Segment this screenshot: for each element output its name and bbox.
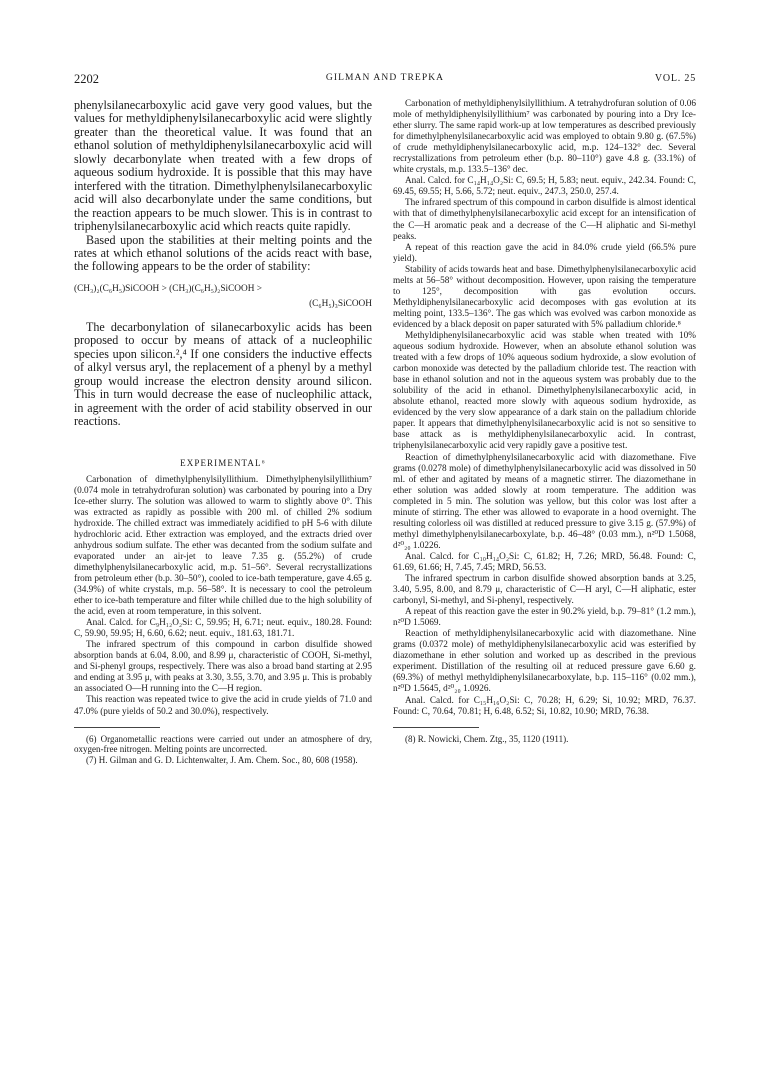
paragraph: Reaction of methyldiphenylsilanecarboxylic acid with diazomethane. Nine grams (0.0372 mole) of methyldiphenylsilanecarboxylic acid was esterified by diazomethane in ether solution and worked up as described in the previous experiment. Distillation of the resulting oil at reduced pressure gave 6.60 g. (69.3%) of methyl methyldiphenylsilanecarboxylate, b.p. 115–116° (0.02 mm.), n²⁰D 1.5645, d²⁰₂₀ 1.0926. <box>393 629 696 695</box>
running-head: GILMAN AND TREPKA <box>325 73 445 83</box>
footnotes <box>393 734 696 745</box>
paragraph: Anal. Calcd. for C₁₀H₁₄O₂Si: C, 61.82; H, 7.26; MRD, 56.48. Found: C, 61.69, 61.66; H, 7.45, 7.45; MRD, 56.53. <box>393 551 696 573</box>
paragraph: phenylsilanecarboxylic acid gave very good values, but the values for methyldiphenylsilanecarboxylic acid were slightly greater than the theoretical value. It was found that an ethanol solution of methyldiphenylsilanecarboxylic acid will slowly decarbonylate when treated with a few drops of aqueous sodium hydroxide. It is possible that this may have interfered with the titration. Dimethylphenylsilanecarboxylic acid will also decarbonylate under the same conditions, but the reaction appears to be much slower. This is in contrast to triphenylsilanecarboxylic acid which reacts quite rapidly. <box>74 98 372 234</box>
paragraph: Reaction of dimethylphenylsilanecarboxylic acid with diazomethane. Five grams (0.0278 mole) of dimethylphenylsilanecarboxylic acid was dissolved in 50 ml. of ether and agitated by means of a magnetic stirrer. The diazomethane in ether solution was added slowly at room temperature. The addition was completed in 5 min. The solution was yellow, but this color was lost after a minute of stirring. The ether was allowed to evaporate in a hood overnight. The resulting colorless oil was distilled at reduced pressure to give 3.15 g. (57.9%) of methyl dimethylphenylsilanecarboxylate, b.p. 46–48° (0.03 mm.), n²⁰D 1.5068, d²⁰₂₀ 1.0226. <box>393 452 696 551</box>
paragraph: This reaction was repeated twice to give the acid in crude yields of 71.0 and 47.0% (pure yields of 50.2 and 30.0%), respectively. <box>74 695 372 717</box>
page-header <box>74 72 696 88</box>
paragraph: A repeat of this reaction gave the ester in 90.2% yield, b.p. 79–81° (1.2 mm.), n²⁰D 1.5069. <box>393 607 696 629</box>
discussion-text <box>74 99 372 274</box>
paragraph: Methyldiphenylsilanecarboxylic acid was stable when treated with 10% aqueous sodium hydroxide. However, when an absolute ethanol solution was treated with a few drops of 10% aqueous sodium hydroxide, a slow evolution of carbon monoxide was detected by the palladium chloride test. The reaction with base in ethanol solution and not in the aqueous system was probably due to the solubility of the acid in ethanol. Dimethylphenylsilanecarboxylic acid, in absolute ethanol, reacted more slowly with aqueous sodium hydroxide, as evidenced by the very slow appearance of a dark stain on the palladium chloride paper. It appears that dimethylphenylsilanecarboxylic acid is not so sensitive to base attack as is methyldiphenylsilanecarboxylic acid. In contrast, triphenylsilanecarboxylic acid very rapidly gave a positive test. <box>393 330 696 452</box>
paragraph: The infrared spectrum in carbon disulfide showed absorption bands at 3.25, 3.40, 5.95, 8.00, and 8.79 μ, characteristic of C—H aryl, C—H aliphatic, ester carbonyl, Si-methyl, and Si-phenyl, respectively. <box>393 574 696 607</box>
footnote: (7) H. Gilman and G. D. Lichtenwalter, J. Am. Chem. Soc., 80, 608 (1958). <box>86 755 358 766</box>
paragraph: Anal. Calcd. for C₉H₁₂O₂Si: C, 59.95; H, 6.71; neut. equiv., 180.28. Found: C, 59.90, 59.95; H, 6.60, 6.62; neut. equiv., 181.63, 181.71. <box>74 618 372 640</box>
section-heading: EXPERIMENTAL⁶ <box>180 457 266 468</box>
experimental-text <box>74 475 372 718</box>
paragraph: Carbonation of methyldiphenylsilyllithium. A tetrahydrofuran solution of 0.06 mole of methyldiphenylsilyllithium⁷ was carbonated by pouring into a Dry Ice-ether slurry. The same rapid work-up at low temperatures as described previously for dimethylphenylsilanecarboxylic acid was employed to obtain 9.80 g. (67.5%) of crude methyldiphenylsilanecarboxylic acid, m.p. 124–132° dec. Several recrystallizations from petroleum ether (b.p. 80–110°) gave 4.8 g. (33.1%) of white crystals, m.p. 133.5–136° dec. <box>393 99 696 176</box>
paragraph: Carbonation of dimethylphenylsilyllithium. Dimethylphenylsilyllithium⁷ (0.074 mole in tetrahydrofuran solution) was carbonated by pouring into a Dry Ice-ether slurry. The solution was allowed to warm to slightly above 0°. This was extracted as rapidly as possible with 200 ml. of chilled 2% sodium hydroxide. The chilled extract was immediately acidified to pH 5-6 with dilute hydrochloric acid. Ether extraction was employed, and the extracts dried over anhydrous sodium sulfate. The ether was decanted from the sodium sulfate and evaporated under an air-jet to leave 7.35 g. (55.2%) of crude dimethylphenylsilanecarboxylic acid, m.p. 51–56°. Several recrystallizations from petroleum ether (b.p. 30–50°), cooled to ice-bath temperature, gave 4.65 g. (34.9%) of white crystals, m.p. 56–58°. It is necessary to cool the petroleum ether to ice-bath temperature and filter while chilled due to the high solubility of the acid, even at room temperature, in this solvent. <box>74 474 372 618</box>
experimental-text <box>393 99 696 718</box>
footnote-divider <box>74 727 160 728</box>
footnote: (6) Organometallic reactions were carried out under an atmosphere of dry, oxygen-free nitrogen. Melting points are uncorrected. <box>74 733 372 755</box>
left-column <box>74 99 372 766</box>
paragraph: The infrared spectrum of this compound in carbon disulfide showed absorption bands at 6.04, 8.00, and 8.99 μ, characteristic of COOH, Si-methyl, and Si-phenyl groups, respectively. There was also a broad band starting at 2.95 and ending at 3.95 μ, with peaks at 3.30, 3.55, 3.70, and 3.95 μ. This is probably an associated O—H running into the C—H region. <box>74 640 372 695</box>
paragraph: Anal. Calcd. for C₁₅H₁₆O₂Si: C, 70.28; H, 6.29; Si, 10.92; MRD, 76.37. Found: C, 70.64, 70.81; H, 6.48, 6.52; Si, 10.82, 10.90; MRD, 76.38. <box>393 695 696 717</box>
right-column <box>393 99 696 745</box>
footnotes <box>74 734 372 767</box>
paragraph: Stability of acids towards heat and base. Dimethylphenylsilanecarboxylic acid melts at 56–58° without decomposition. However, upon raising the temperature to 125°, decomposition with gas evolution occurs. Methyldiphenylsilanecarboxylic acid decomposes with gas evolution at its melting point, 133.5–136°. The gas which was evolved was carbon monoxide as evidenced by a black deposit on paper saturated with 5% palladium chloride.⁸ <box>393 264 696 330</box>
paragraph: A repeat of this reaction gave the acid in 84.0% crude yield (66.5% pure yield). <box>393 242 696 264</box>
page-number: 2202 <box>74 72 99 86</box>
footnote-divider <box>393 727 479 728</box>
footnote: (8) R. Nowicki, Chem. Ztg., 35, 1120 (1911). <box>405 733 569 744</box>
formula-line: (CH₃)₂(C₆H₅)SiCOOH > (CH₃)(C₆H₅)₂SiCOOH > <box>74 283 263 294</box>
paragraph: The infrared spectrum of this compound in carbon disulfide is almost identical with that of dimethylphenylsilanecarboxylic acid except for an intensification of the C—H aromatic peak and a decrease of the C—H aliphatic and Si-methyl peaks. <box>393 198 696 242</box>
paragraph: Based upon the stabilities at their melting points and the rates at which ethanol solutions of the acids react with base, the following appears to be the order of stability: <box>74 232 372 274</box>
volume-label: VOL. 25 <box>654 73 696 84</box>
discussion-text <box>74 321 372 429</box>
formula-line: (C₆H₅)₃SiCOOH <box>309 298 372 309</box>
paragraph: Anal. Calcd. for C₁₄H₁₄O₂Si: C, 69.5; H, 5.83; neut. equiv., 242.34. Found: C, 69.45, 69.55; H, 5.66, 5.72; neut. equiv., 247.3, 250.0, 257.4. <box>393 176 696 198</box>
stability-order-formula <box>74 282 372 312</box>
paragraph: The decarbonylation of silanecarboxylic acids has been proposed to occur by means of attack of a nucleophilic species upon silicon.²,⁴ If one considers the inductive effects of alkyl versus aryl, the replacement of a phenyl by a methyl group would increase the electron density around silicon. This in turn would decrease the ease of nucleophilic attack, in agreement with the order of acid stability observed in our reactions. <box>74 319 372 429</box>
